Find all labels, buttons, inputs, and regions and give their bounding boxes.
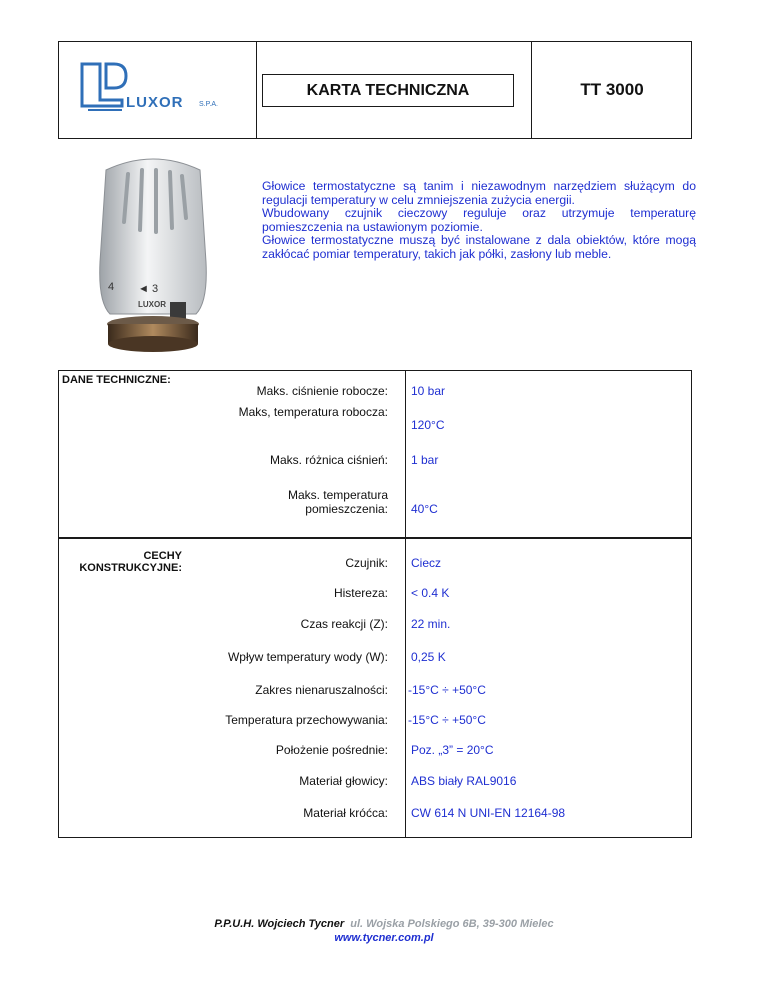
spec-value: 40°C	[411, 502, 438, 516]
spec-value: -15°C ÷ +50°C	[408, 683, 486, 697]
header-divider	[216, 138, 692, 139]
spec-label: Materiał głowicy:	[299, 774, 388, 788]
spec-label: Maks, temperatura robocza:	[238, 405, 388, 419]
brand-print: LUXOR	[138, 300, 166, 309]
spec-value: Ciecz	[411, 556, 442, 570]
header-divider	[58, 138, 216, 139]
spec-label: Wpływ temperatury wody (W):	[227, 650, 388, 664]
spec-label: Maks. różnica ciśnień:	[269, 453, 388, 467]
dial-mark: 4	[108, 281, 115, 293]
spec-label: Materiał króćca:	[303, 806, 388, 820]
spec-value: 22 min.	[411, 617, 451, 631]
description-paragraph: Głowice termostatyczne muszą być instalowane z dala obiektów, które mogą zakłócać pomiar temperatury, takich jak półki, zasłony lub meble.	[262, 233, 696, 261]
construction-heading: CECHY KONSTRUKCYJNE:	[79, 550, 182, 574]
brand-name: LUXOR	[126, 94, 184, 111]
dial-mark: ◄ 3	[138, 283, 159, 295]
tech-data-heading: DANE TECHNICZNE:	[62, 374, 171, 386]
thermostatic-head-image	[78, 152, 228, 362]
description-paragraph: Wbudowany czujnik cieczowy reguluje oraz utrzymuje temperaturę pomieszczenia na ustawionym poziomie.	[262, 206, 696, 234]
column-divider	[405, 538, 406, 838]
company-website-link[interactable]: www.tycner.com.pl	[334, 932, 434, 944]
spec-label: Położenie pośrednie:	[275, 743, 388, 757]
document-title: KARTA TECHNICZNA	[262, 74, 514, 107]
spec-value: ABS biały RAL9016	[411, 774, 517, 788]
spec-label: Temperatura przechowywania:	[225, 713, 388, 727]
spec-value: -15°C ÷ +50°C	[408, 713, 486, 727]
spec-label: Maks. ciśnienie robocze:	[256, 384, 388, 398]
spec-label: Histereza:	[333, 586, 388, 600]
spec-value: CW 614 N UNI-EN 12164-98	[411, 806, 566, 820]
spec-label: Maks. temperatura pomieszczenia:	[287, 488, 388, 516]
spec-value: 0,25 K	[411, 650, 446, 664]
luxor-logo-icon	[78, 60, 228, 120]
description-paragraph: Głowice termostatyczne są tanim i niezawodnym narzędziem służącym do regulacji temperatury w celu zmniejszenia zużycia energii.	[262, 179, 696, 207]
company-name: P.P.U.H. Wojciech Tycner	[214, 918, 345, 930]
product-description	[262, 180, 696, 261]
column-divider	[405, 370, 406, 538]
spec-value: < 0.4 K	[411, 586, 450, 600]
spec-value: Poz. „3” = 20°C	[411, 743, 494, 757]
brand-suffix: S.P.A.	[199, 101, 218, 108]
spec-value: 120°C	[411, 418, 445, 432]
spec-label: Czas reakcji (Z):	[300, 617, 388, 631]
spec-label: Zakres nienaruszalności:	[255, 683, 388, 697]
spec-value: 1 bar	[411, 453, 439, 467]
spec-label: Czujnik:	[345, 556, 388, 570]
spec-value: 10 bar	[411, 384, 446, 398]
company-address: ul. Wojska Polskiego 6B, 39-300 Mielec	[350, 918, 554, 930]
header-divider	[256, 41, 257, 138]
footer-company-line	[0, 918, 768, 930]
model-number: TT 3000	[580, 79, 644, 99]
